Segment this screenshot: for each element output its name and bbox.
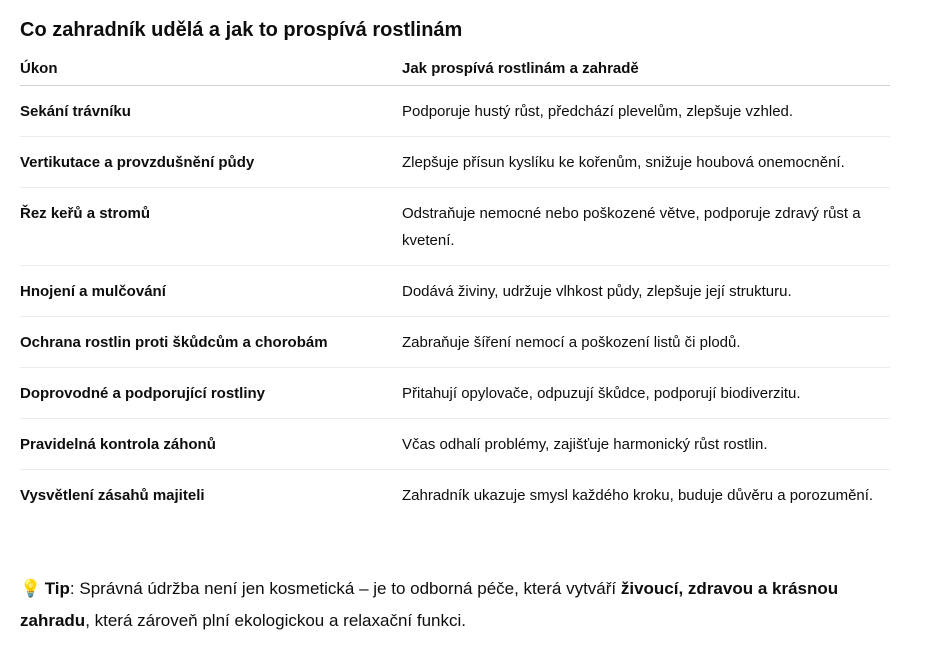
table-row (20, 470, 890, 521)
benefit-cell: Přitahují opylovače, odpuzují škůdce, podporují biodiverzitu. (402, 368, 890, 419)
benefit-cell: Zlepšuje přísun kyslíku ke kořenům, snižuje houbová onemocnění. (402, 137, 890, 188)
table-row (20, 266, 890, 317)
lightbulb-icon: 💡 (20, 579, 42, 599)
tip-paragraph (20, 573, 890, 637)
tip-emphasis: živoucí, zdravou a krásnou zahradu (20, 579, 839, 630)
tip-text: Správná údržba není jen kosmetická – je to odborná péče, která vytváří (74, 579, 621, 598)
table-header-row (20, 53, 890, 86)
task-cell: Hnojení a mulčování (20, 266, 402, 317)
task-cell: Doprovodné a podporující rostliny (20, 368, 402, 419)
table-row (20, 86, 890, 137)
column-header-task: Úkon (20, 53, 402, 86)
benefit-cell: Včas odhalí problémy, zajišťuje harmonický růst rostlin. (402, 419, 890, 470)
table-row (20, 317, 890, 368)
benefit-cell: Zabraňuje šíření nemocí a poškození listů či plodů. (402, 317, 890, 368)
tip-colon: : (69, 579, 75, 598)
column-header-benefit: Jak prospívá rostlinám a zahradě (402, 53, 890, 86)
task-cell: Řez keřů a stromů (20, 188, 402, 266)
benefit-cell: Zahradník ukazuje smysl každého kroku, buduje důvěru a porozumění. (402, 487, 874, 504)
task-cell: Vysvětlení zásahů majiteli (20, 487, 205, 504)
tasks-table (20, 53, 890, 520)
task-cell: Ochrana rostlin proti škůdcům a chorobám (20, 317, 402, 368)
task-cell: Vertikutace a provzdušnění půdy (20, 137, 402, 188)
benefit-cell: Dodává živiny, udržuje vlhkost půdy, zlepšuje její strukturu. (402, 266, 890, 317)
benefit-cell: Odstraňuje nemocné nebo poškozené větve, podporuje zdravý růst a kvetení. (402, 188, 890, 266)
page-title: Co zahradník udělá a jak to prospívá rostlinám (20, 19, 463, 41)
table-row (20, 188, 890, 266)
tip-label: Tip (44, 579, 70, 598)
table-row (20, 419, 890, 470)
tip-text-end: , která zároveň plní ekologickou a relaxační funkci. (85, 611, 467, 630)
table-row (20, 368, 890, 419)
benefit-cell: Podporuje hustý růst, předchází plevelům, zlepšuje vzhled. (402, 86, 890, 137)
document-content (20, 16, 890, 520)
task-cell: Sekání trávníku (20, 86, 402, 137)
table-row (20, 137, 890, 188)
task-cell: Pravidelná kontrola záhonů (20, 419, 402, 470)
